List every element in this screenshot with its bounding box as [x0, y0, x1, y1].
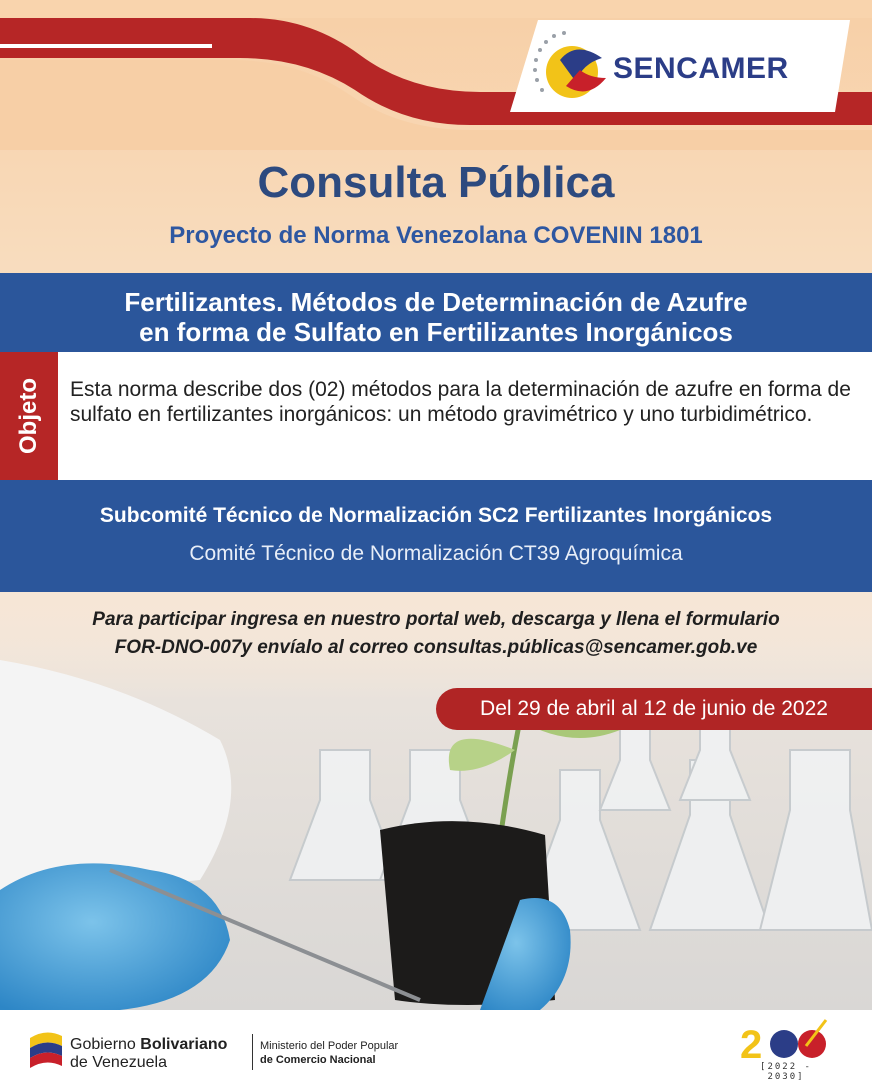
footer-divider [252, 1034, 253, 1070]
venezuela-flag-icon [28, 1028, 64, 1068]
gobierno-text: Gobierno [70, 1036, 141, 1053]
gobierno-line1 [70, 1036, 227, 1054]
objeto-label: Objeto [15, 378, 42, 454]
gobierno-line2: de Venezuela [70, 1054, 167, 1071]
comite-text: Comité Técnico de Normalización CT39 Agroquímica [189, 542, 683, 565]
date-range-badge: Del 29 de abril al 12 de junio de 2022 [436, 688, 872, 730]
ministry-line2: de Comercio Nacional [260, 1054, 376, 1066]
bolivariano-text: Bolivariano [140, 1036, 228, 1053]
ministry-line1: Ministerio del Poder Popular [260, 1040, 399, 1052]
objeto-description: Esta norma describe dos (02) métodos para la determinación de azufre en forma de sulfato en fertilizantes inorgánicos: un método gravimétrico y uno turbidimétrico. [70, 378, 851, 426]
subcomite-text: Subcomité Técnico de Normalización SC2 Fertilizantes Inorgánicos [99, 504, 773, 527]
committee-band [0, 480, 872, 592]
objeto-section [0, 352, 872, 480]
cta-line2: FOR-DNO-007y envíalo al correo consultas.públicas@sencamer.gob.ve [114, 637, 758, 658]
participation-instructions [0, 606, 872, 662]
bicentennial-years: [2022 - 2030] [760, 1062, 812, 1080]
svg-text:2: 2 [740, 1023, 763, 1067]
page-subtitle: Proyecto de Norma Venezolana COVENIN 1801 [169, 222, 703, 249]
norm-title-band [0, 273, 872, 352]
cta-line1: Para participar ingresa en nuestro portal web, descarga y llena el formulario [92, 609, 780, 630]
objeto-label-tab [0, 352, 58, 480]
norm-title-line2: en forma de Sulfato en Fertilizantes Inorgánicos [139, 317, 733, 347]
brand-logo-text: SENCAMER [613, 52, 789, 85]
page-title: Consulta Pública [257, 158, 615, 207]
norm-title-line1: Fertilizantes. Métodos de Determinación de Azufre [124, 287, 748, 317]
